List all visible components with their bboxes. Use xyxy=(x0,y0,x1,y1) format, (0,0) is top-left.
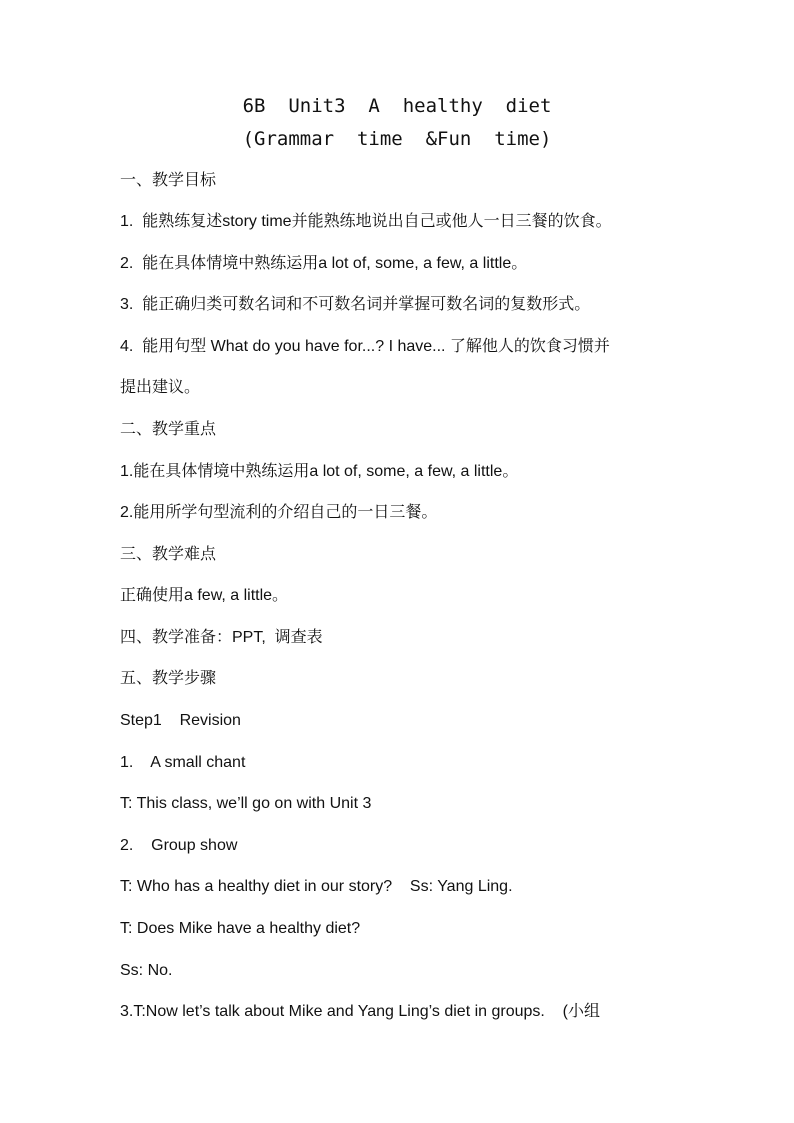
dialogue-line-1: T: This class, we’ll go on with Unit 3 xyxy=(120,795,372,812)
objective-4-continued: 提出建议。 xyxy=(120,379,201,396)
objective-3: 3. 能正确归类可数名词和不可数名词并掌握可数名词的复数形式。 xyxy=(120,296,591,313)
section-heading-objectives: 一、教学目标 xyxy=(120,172,217,189)
objective-4: 4. 能用句型 What do you have for...? I have... 了解他人的饮食习惯并 xyxy=(120,338,610,355)
section-heading-preparation: 四、教学准备：PPT, 调查表 xyxy=(120,629,323,646)
document-subtitle: (Grammar time &Fun time) xyxy=(242,128,552,150)
key-point-1: 1.能在具体情境中熟练运用a lot of, some, a few, a little。 xyxy=(120,463,519,480)
dialogue-line-2: T: Who has a healthy diet in our story? Ss: Yang Ling. xyxy=(120,878,513,895)
step-1-item-1: 1. A small chant xyxy=(120,754,246,771)
step-1-item-2: 2. Group show xyxy=(120,837,238,854)
objective-1: 1. 能熟练复述story time并能熟练地说出自己或他人一日三餐的饮食。 xyxy=(120,213,612,230)
difficulty-1: 正确使用a few, a little。 xyxy=(120,587,289,604)
step-1-heading: Step1 Revision xyxy=(120,712,241,729)
document-title: 6B Unit3 A healthy diet xyxy=(242,95,552,117)
objective-2: 2. 能在具体情境中熟练运用a lot of, some, a few, a little。 xyxy=(120,255,528,272)
key-point-2: 2.能用所学句型流利的介绍自己的一日三餐。 xyxy=(120,504,438,521)
dialogue-line-4: Ss: No. xyxy=(120,962,173,979)
section-heading-difficulties: 三、教学难点 xyxy=(120,546,217,563)
step-1-item-3: 3.T:Now let’s talk about Mike and Yang Ling’s diet in groups. (小组 xyxy=(120,1003,600,1020)
section-heading-key-points: 二、教学重点 xyxy=(120,421,217,438)
section-heading-steps: 五、教学步骤 xyxy=(120,670,217,687)
dialogue-line-3: T: Does Mike have a healthy diet? xyxy=(120,920,361,937)
